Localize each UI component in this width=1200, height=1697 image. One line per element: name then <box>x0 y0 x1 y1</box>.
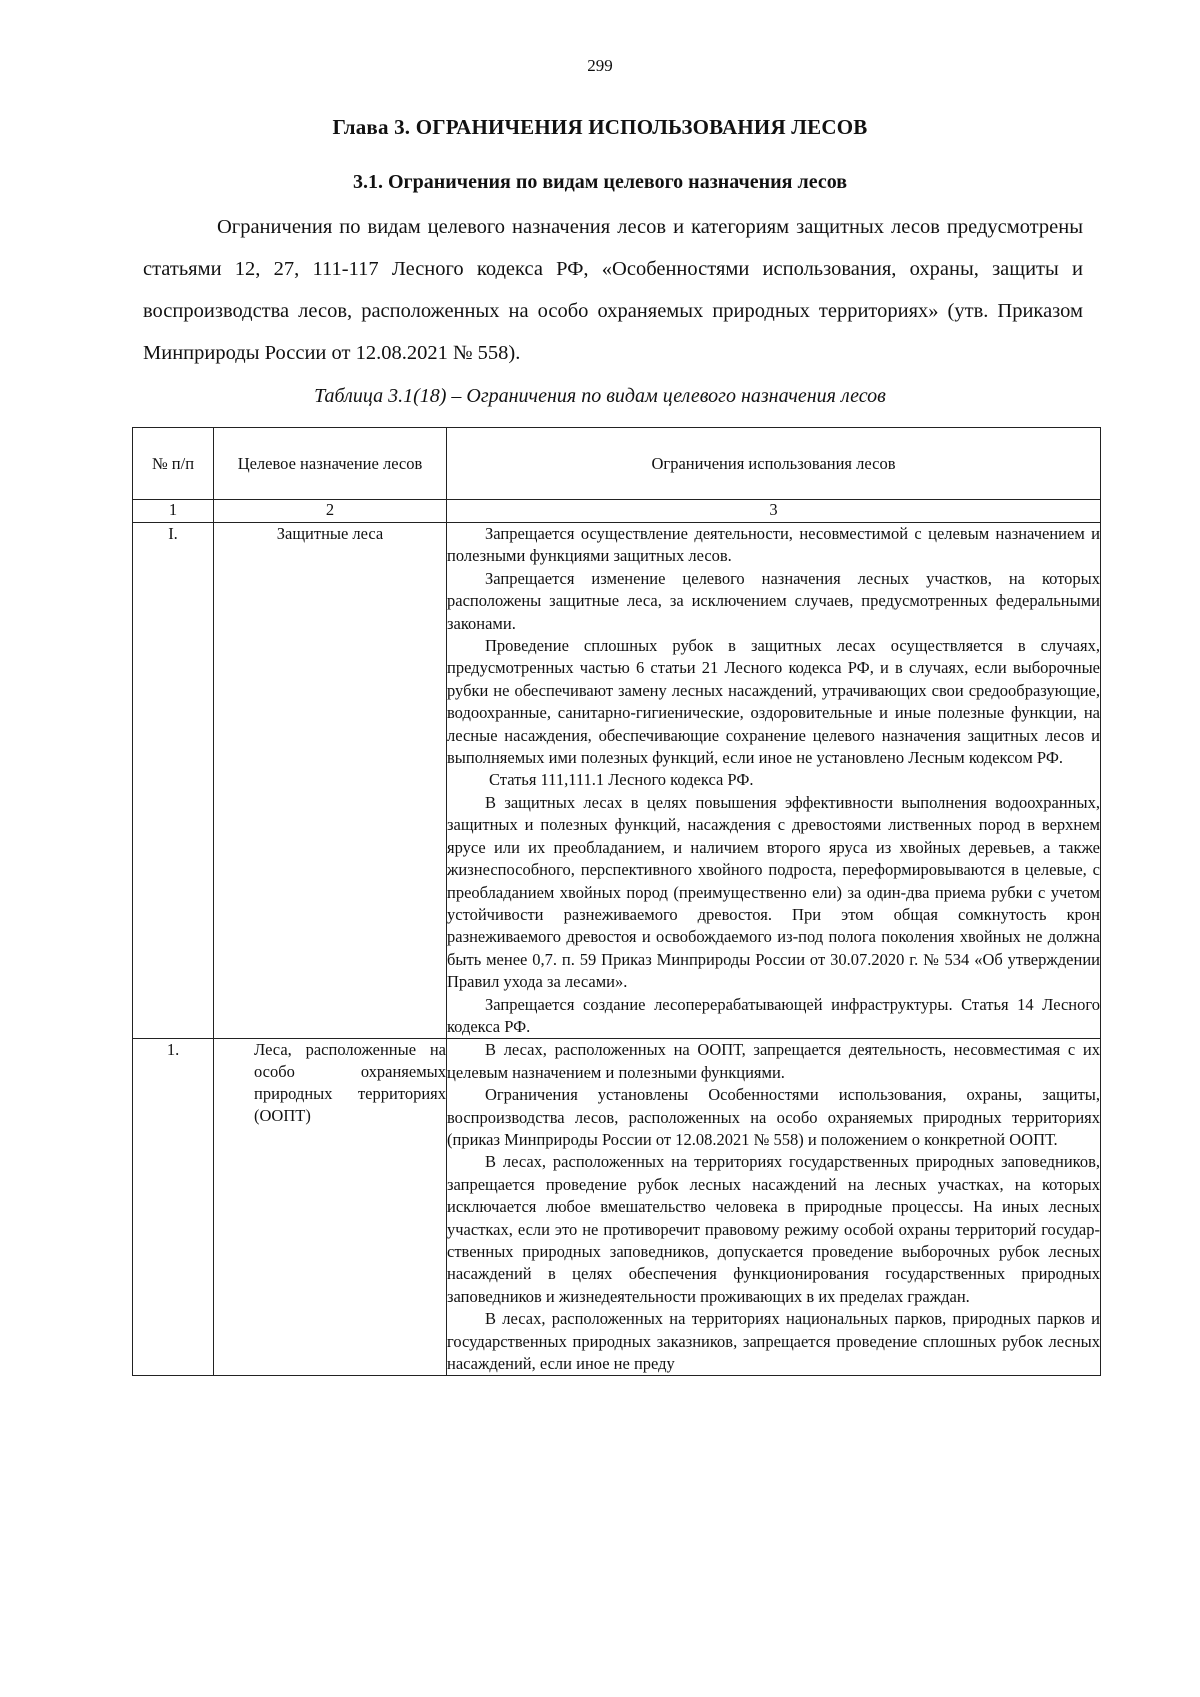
restriction-paragraph: Статья 111,111.1 Лесного кодекса РФ. <box>489 770 754 790</box>
restriction-paragraph: Запрещается создание лесоперерабатывающей инфраструктуры. Статья 14 Лесного кодекса РФ. <box>447 994 1100 1036</box>
column-number: 1 <box>133 500 214 523</box>
header-purpose: Целевое назначение лесов <box>214 428 447 500</box>
chapter-title: Глава 3. ОГРАНИЧЕНИЯ ИСПОЛЬЗОВАНИЯ ЛЕСОВ <box>332 115 868 139</box>
table-header-row <box>133 428 1101 500</box>
restriction-paragraph: Проведение сплошных рубок в защитных лесах осуществляется в случаях, предусмотренных частью 6 статьи 21 Лесного кодекса РФ, и в случаях, если выборочные рубки не обеспечивают замену лесных насаждений, утрачивающих свои средообразующие, водоохранные, санитарно-гигиенические, оздоровительные и иные полезные функции, на лесные насаждения, обеспечивающие сохранение целевого назначения защитных лесов и выполняемых ими полезных функций, если иное не установлено Лесным кодексом РФ. <box>447 636 1100 768</box>
header-number: № п/п <box>133 428 214 500</box>
page-number: 299 <box>587 56 613 75</box>
column-number-row <box>133 500 1101 523</box>
restriction-paragraph: В лесах, расположенных на ООПТ, запрещается деятельность, несовместимая с их целевым назначением и полезными функциями. <box>447 1040 1100 1082</box>
section-title: 3.1. Ограничения по видам целевого назначения лесов <box>353 171 847 193</box>
header-restrictions: Ограничения использования лесов <box>447 428 1101 500</box>
column-number: 3 <box>447 500 1101 523</box>
row-number: I. <box>133 523 214 1039</box>
intro-paragraph: Ограничения по видам целевого назначения лесов и категориям защитных лесов предусмотрены статьями 12, 27, 111-117 Лесного кодекса РФ, «Особенностями использования, охраны, защиты и воспроизводства лесов, расположенных на особо охраняемых природных территориях» (утв. Приказом Минприроды России от 12.08.2021 № 558). <box>143 216 1083 364</box>
restriction-paragraph: В защитных лесах в целях повышения эффективности выполнения водоохранных, защитных и полезных функций, насаждения с древостоями лиственных пород в верхнем ярусе или их преобладанием, и наличием второго яруса из хвойных деревьев, а также жизнеспособного, перспективного хвойного подроста, переформировываются в целевые, с преобладанием хвойных пород (преимущественно ели) за один-два приема рубки с учетом устойчивости разнеживаемого древостоя. При этом общая сомкнутость крон разнеживаемого древостоя и освобождаемого из-под полога поколения хвойных не должна быть менее 0,7. п. 59 Приказ Минприроды России от 30.07.2020 г. № 534 «Об утверждении Правил ухода за лесами». <box>447 792 1100 992</box>
row-number: 1. <box>133 1039 214 1376</box>
restrictions-table <box>132 427 1101 1376</box>
row-purpose: Леса, расположенные на особо охраняемых природных территориях (ООПТ) <box>214 1039 447 1376</box>
row-restrictions <box>447 523 1101 1039</box>
restriction-paragraph: Ограничения установлены Особенностями использования, охраны, защиты, воспроизводства лесов, расположенных на особо охраняемых природных территориях (приказ Минприроды России от 12.08.2021 № 558) и положением о конкретной ООПТ. <box>447 1085 1100 1149</box>
table-caption: Таблица 3.1(18) – Ограничения по видам целевого назначения лесов <box>314 385 886 407</box>
column-number: 2 <box>214 500 447 523</box>
restriction-paragraph: В лесах, расположенных на территориях национальных парков, природных парков и государственных природных заказников, запрещается проведение сплошных рубок лесных насаждений, если иное не преду <box>447 1309 1100 1374</box>
restriction-paragraph: Запрещается изменение целевого назначения лесных участков, на которых расположены защитные леса, за исключением случаев, предусмотренных федеральными законами. <box>447 568 1100 633</box>
row-restrictions <box>447 1039 1101 1376</box>
restriction-paragraph: Запрещается осуществление деятельности, несовместимой с целевым назначением и полезными функциями защитных лесов. <box>447 524 1100 566</box>
restriction-paragraph: В лесах, расположенных на территориях государственных природных заповедников, запрещается проведение рубок лесных насаждений на лесных участках, на которых исключается любое вмешательство человека в природные процессы. На иных лесных участках, если это не противоречит правовому режиму особой охраны территорий государственных природных заповедников, допускается проведение выборочных рубок лесных насаждений в целях обеспечения функционирования государственных природных заповедников и жизнедеятельности проживающих в их пределах граждан. <box>447 1152 1100 1306</box>
table-row <box>133 1039 1101 1376</box>
table-row <box>133 523 1101 1039</box>
row-purpose: Защитные леса <box>214 523 447 1039</box>
